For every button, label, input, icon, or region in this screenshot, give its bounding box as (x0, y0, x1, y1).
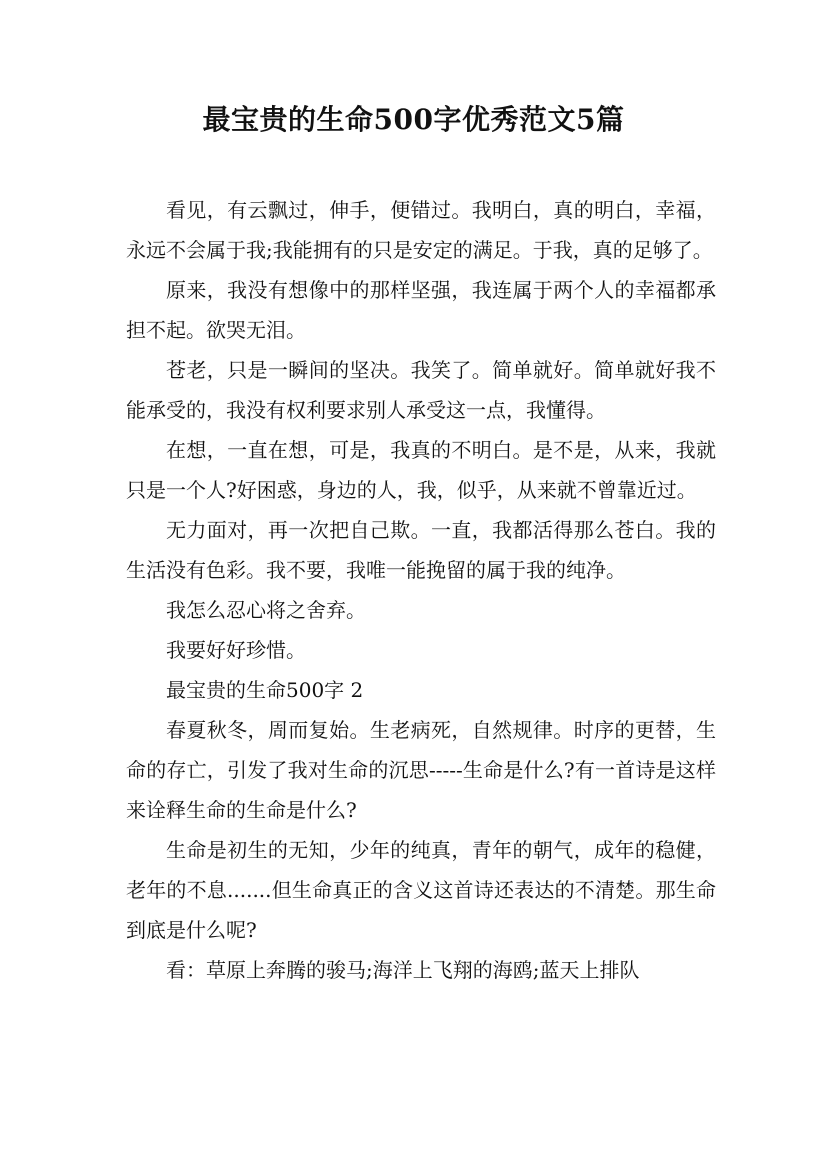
document-title: 最宝贵的生命500字优秀范文5篇 (202, 103, 625, 136)
paragraph: 苍老，只是一瞬间的坚决。我笑了。简单就好。简单就好我不能承受的，我没有权利要求别人承受这一点，我懂得。 (126, 358, 716, 422)
paragraph: 在想，一直在想，可是，我真的不明白。是不是，从来，我就只是一个人?好困惑，身边的人，我，似乎，从来就不曾靠近过。 (126, 438, 716, 502)
section-heading: 最宝贵的生命500字 2 (166, 678, 364, 702)
paragraph: 春夏秋冬，周而复始。生老病死，自然规律。时序的更替，生命的存亡，引发了我对生命的沉思-----生命是什么?有一首诗是这样来诠释生命的生命是什么? (126, 718, 716, 822)
document-body (126, 190, 716, 990)
paragraph: 生命是初生的无知，少年的纯真，青年的朝气，成年的稳健，老年的不息.......但生命真正的含义这首诗还表达的不清楚。那生命到底是什么呢? (126, 838, 716, 942)
paragraph: 看见，有云飘过，伸手，便错过。我明白，真的明白，幸福，永远不会属于我;我能拥有的只是安定的满足。于我，真的足够了。 (126, 198, 716, 262)
paragraph: 我怎么忍心将之舍弃。 (166, 598, 366, 622)
paragraph: 无力面对，再一次把自己欺。一直，我都活得那么苍白。我的生活没有色彩。我不要，我唯一能挽留的属于我的纯净。 (126, 518, 716, 582)
paragraph: 我要好好珍惜。 (166, 638, 306, 662)
paragraph: 原来，我没有想像中的那样坚强，我连属于两个人的幸福都承担不起。欲哭无泪。 (126, 278, 716, 342)
paragraph: 看：草原上奔腾的骏马;海洋上飞翔的海鸥;蓝天上排队 (166, 958, 640, 982)
